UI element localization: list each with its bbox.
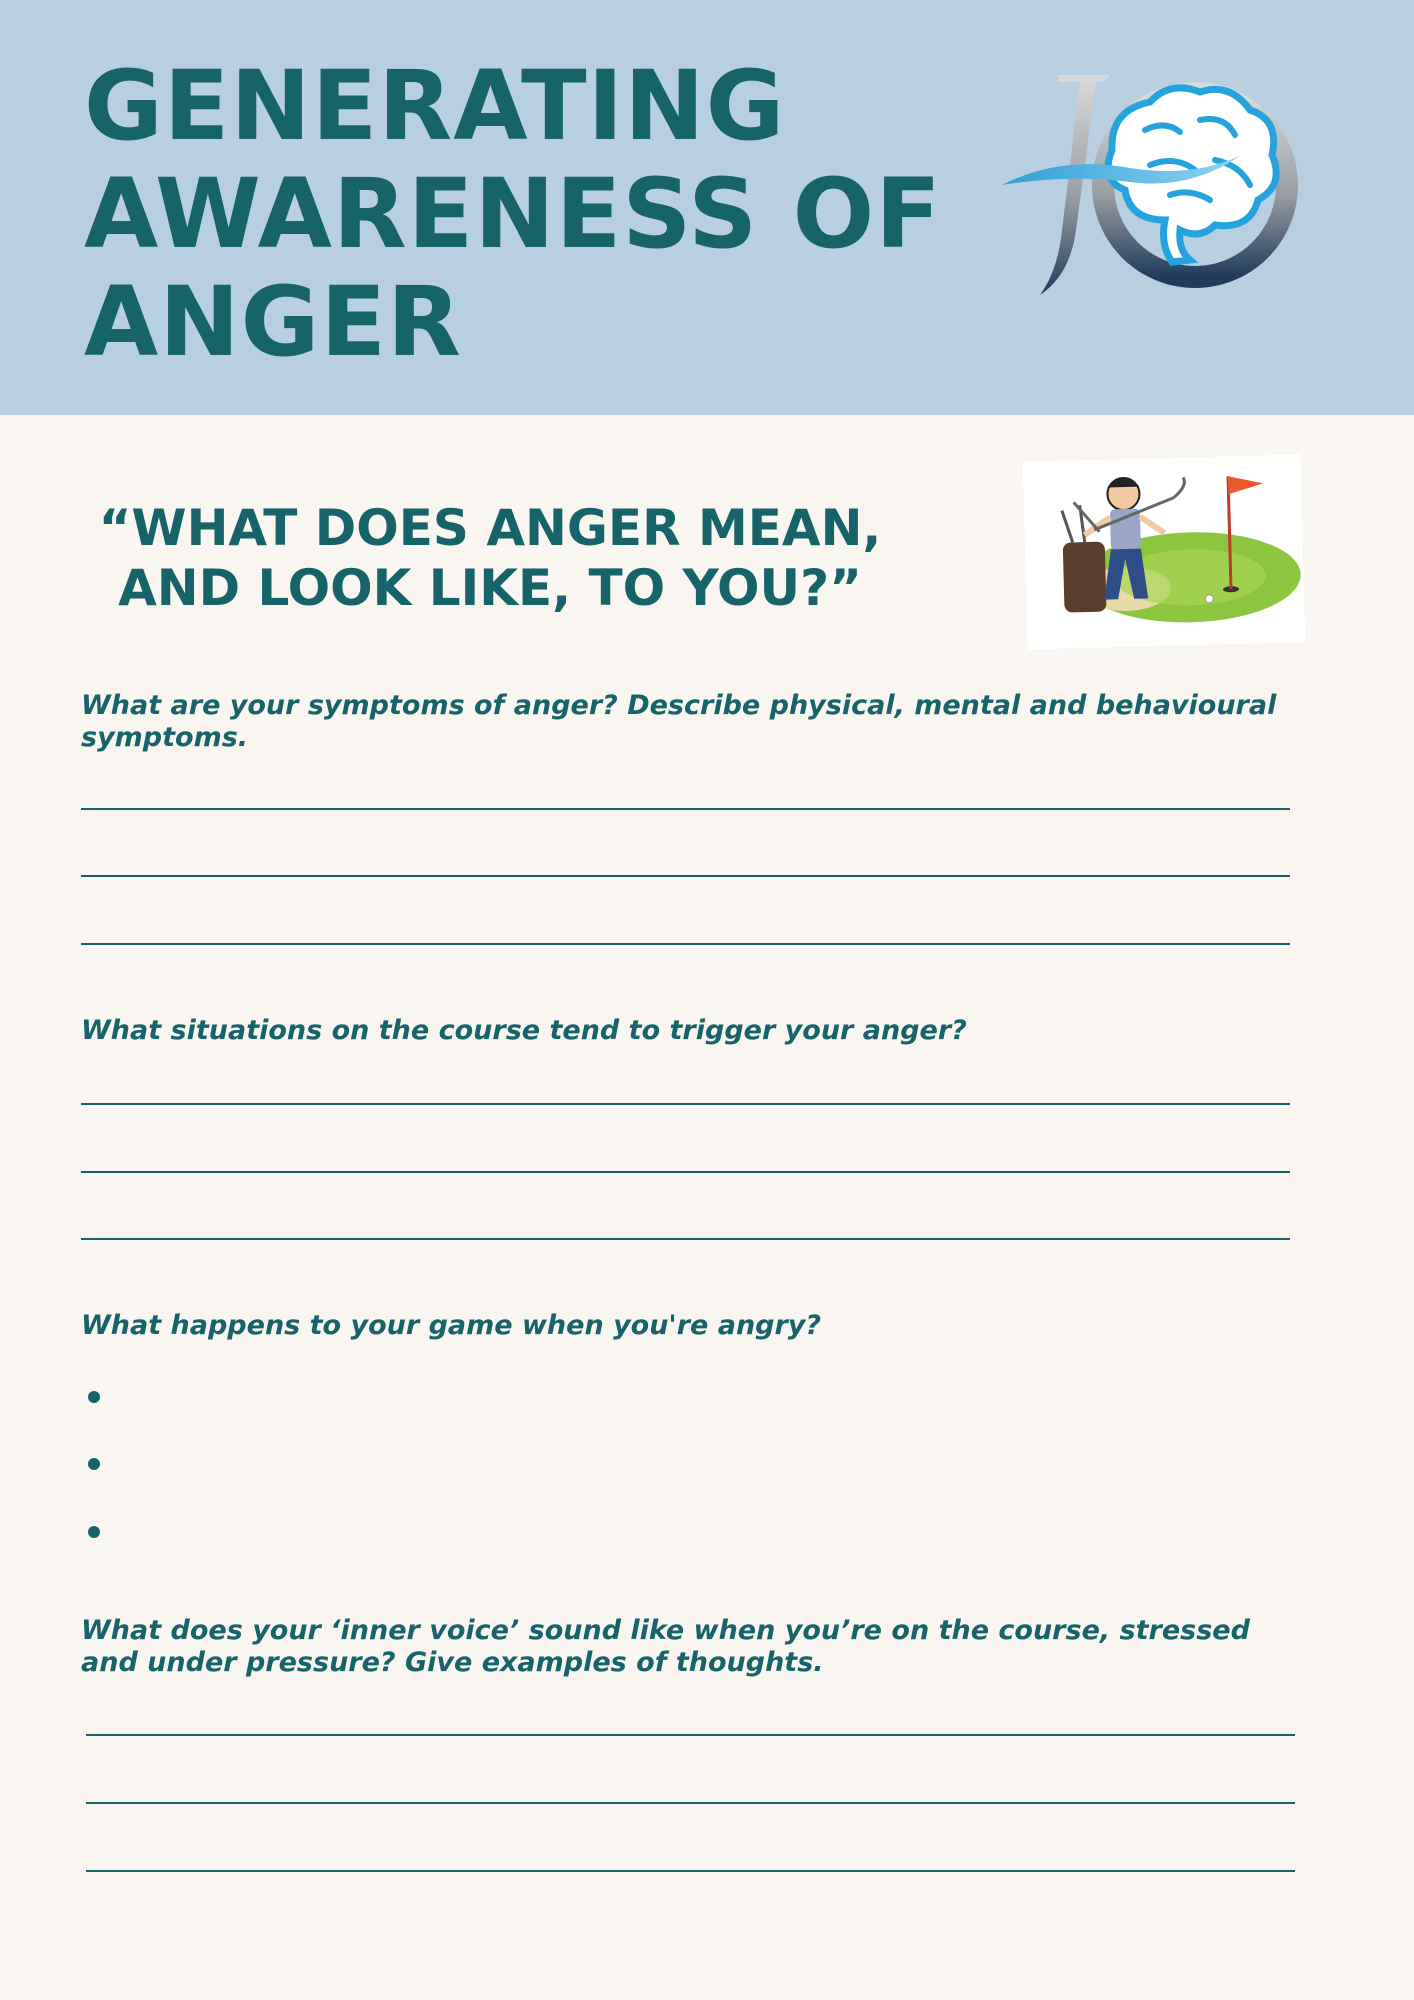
jo-brain-logo	[1000, 70, 1300, 300]
answer-line[interactable]	[86, 1870, 1295, 1872]
answer-bullet	[88, 1458, 100, 1470]
answer-line[interactable]	[81, 808, 1290, 810]
answer-bullet	[88, 1526, 100, 1538]
answer-line[interactable]	[81, 1103, 1290, 1105]
angry-golfer-illustration	[1023, 454, 1306, 649]
question-game-impact: What happens to your game when you're angry?	[81, 1310, 822, 1341]
page-title	[84, 52, 942, 376]
question-triggers: What situations on the course tend to trigger your anger?	[81, 1015, 967, 1046]
answer-line[interactable]	[81, 1171, 1290, 1173]
answer-line[interactable]	[86, 1734, 1295, 1736]
answer-line[interactable]	[81, 943, 1290, 945]
question-symptoms: What are your symptoms of anger? Describe physical, mental and behavioural symptoms.	[81, 690, 1277, 753]
answer-line[interactable]	[81, 875, 1290, 877]
prompt-quote	[90, 498, 890, 618]
title-line-1: GENERATING	[84, 50, 786, 162]
title-line-2: AWARENESS OF	[84, 158, 942, 270]
answer-line[interactable]	[86, 1802, 1295, 1804]
quote-line-2: AND LOOK LIKE, TO YOU?”	[118, 559, 862, 617]
answer-bullet	[88, 1391, 100, 1403]
title-line-3: ANGER	[84, 266, 462, 378]
question-inner-voice: What does your ‘inner voice’ sound like when you’re on the course, stressed and under pressure? Give examples of thoughts.	[81, 1615, 1250, 1678]
header-band	[0, 0, 1414, 415]
answer-line[interactable]	[81, 1238, 1290, 1240]
quote-line-1: “WHAT DOES ANGER MEAN,	[98, 499, 882, 557]
